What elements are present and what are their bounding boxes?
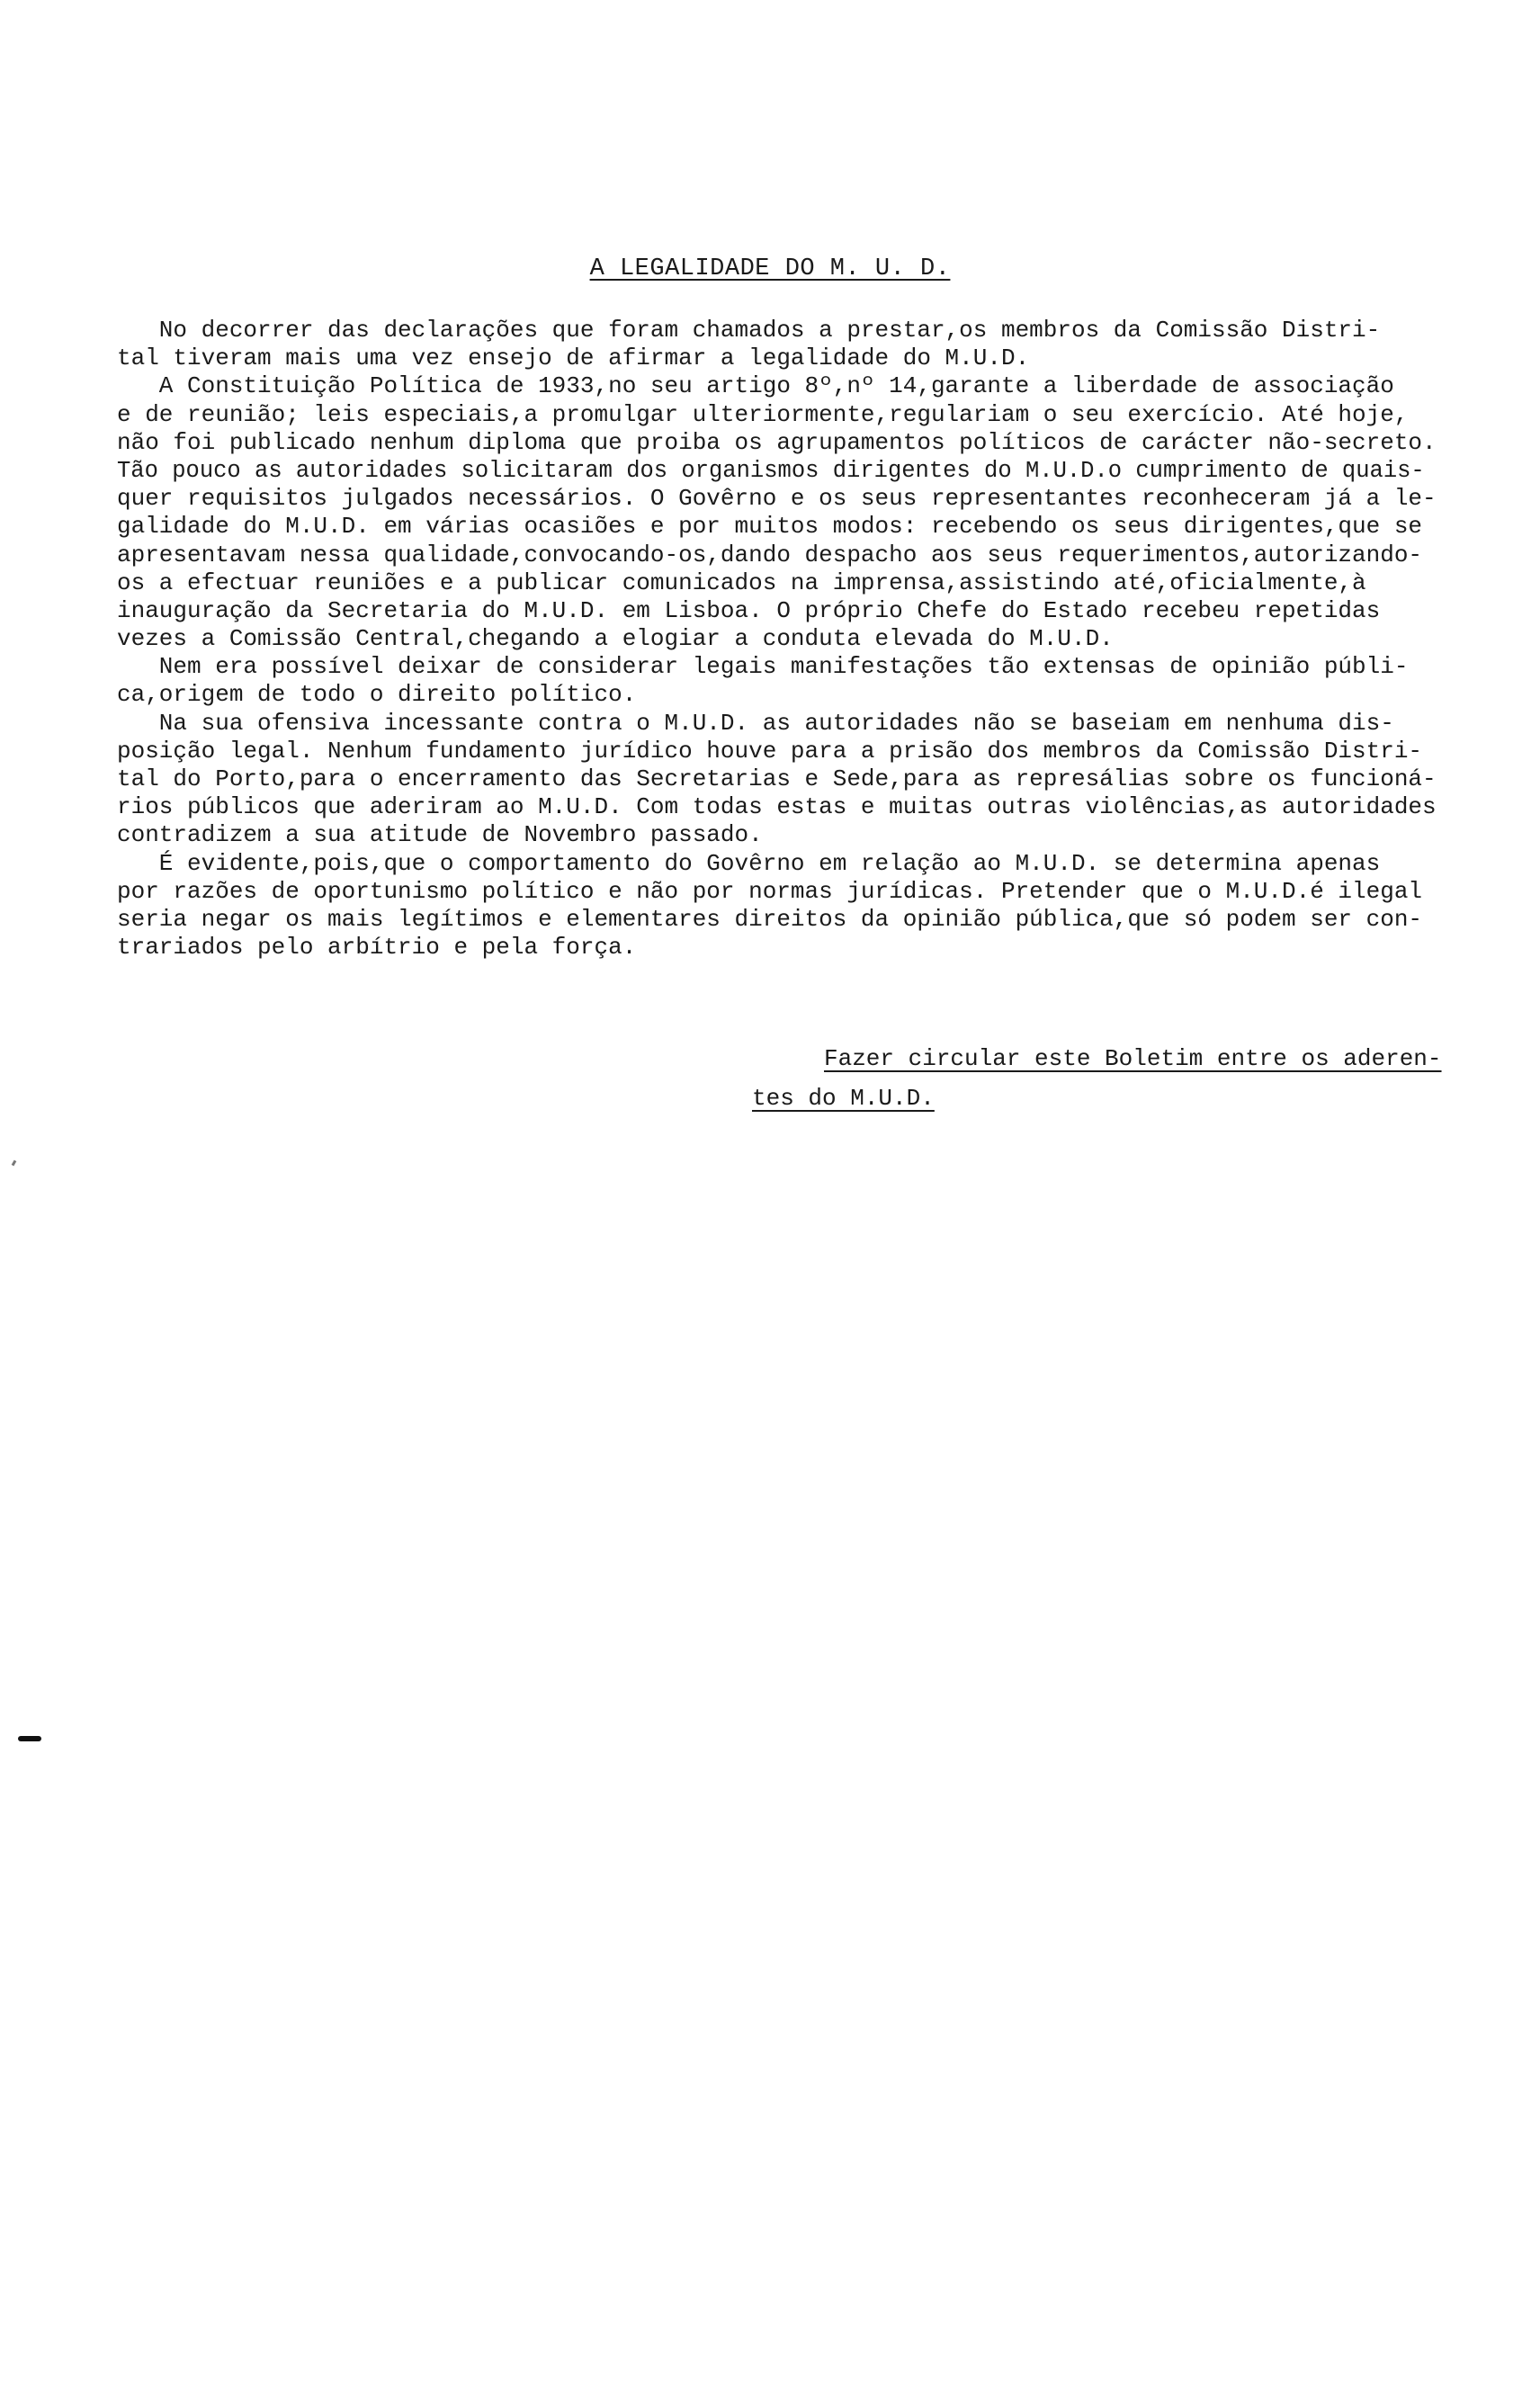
body-line: e de reunião; leis especiais,a promulgar ulteriormente,regulariam o seu exercício. Até hoje,: [117, 400, 1409, 428]
body-line: os a efectuar reuniões e a publicar comunicados na imprensa,assistindo até,oficialmente,à: [117, 568, 1366, 596]
body-line: apresentavam nessa qualidade,convocando-os,dando despacho aos seus requerimentos,autorizando-: [117, 541, 1423, 568]
title-text: A LEGALIDADE DO M. U. D.: [589, 255, 951, 282]
closing-line-1: Fazer circular este Boletim entre os aderen-: [824, 1045, 1442, 1072]
body-line: seria negar os mais legítimos e elementares direitos da opinião pública,que só podem ser con-: [117, 905, 1423, 933]
body-line: galidade do M.U.D. em várias ocasiões e por muitos modos: recebendo os seus dirigentes,que se: [117, 513, 1423, 541]
body-line: ca,origem de todo o direito político.: [117, 681, 637, 709]
margin-mark: [18, 1736, 41, 1741]
body-line: tal tiveram mais uma vez ensejo de afirmar a legalidade do M.U.D.: [117, 344, 1030, 372]
body-line: vezes a Comissão Central,chegando a elogiar a conduta elevada do M.U.D.: [117, 625, 1114, 653]
body-line: No decorrer das declarações que foram chamados a prestar,os membros da Comissão Distri-: [117, 317, 1381, 344]
closing-line-2: tes do M.U.D.: [752, 1085, 935, 1112]
body-line: contradizem a sua atitude de Novembro passado.: [117, 821, 763, 849]
document-body: [117, 317, 1439, 962]
body-line: não foi publicado nenhum diploma que proiba os agrupamentos políticos de carácter não-secreto.: [117, 428, 1437, 456]
body-line: A Constituição Política de 1933,no seu artigo 8º,nº 14,garante a liberdade de associação: [117, 372, 1394, 400]
body-line: rios públicos que aderiram ao M.U.D. Com todas estas e muitas outras violências,as autoridades: [117, 793, 1437, 821]
body-line: quer requisitos julgados necessários. O Govêrno e os seus representantes reconheceram já a le-: [117, 485, 1437, 513]
body-line: Nem era possível deixar de considerar legais manifestações tão extensas de opinião públi-: [117, 653, 1409, 681]
body-line: Na sua ofensiva incessante contra o M.U.D. as autoridades não se baseiam em nenhuma dis-: [117, 709, 1394, 737]
body-line: trariados pelo arbítrio e pela força.: [117, 934, 637, 962]
body-line: inauguração da Secretaria do M.U.D. em Lisboa. O próprio Chefe do Estado recebeu repetidas: [117, 596, 1381, 624]
scan-speck: [12, 1160, 17, 1167]
body-line: por razões de oportunismo político e não por normas jurídicas. Pretender que o M.U.D.é ilegal: [117, 877, 1423, 905]
body-line: Tão pouco as autoridades solicitaram dos organismos dirigentes do M.U.D.o cumprimento de quais-: [117, 457, 1425, 484]
body-line: tal do Porto,para o encerramento das Secretarias e Sede,para as represálias sobre os funcioná-: [117, 765, 1437, 792]
document-title: [0, 255, 1540, 282]
body-line: posição legal. Nenhum fundamento jurídico houve para a prisão dos membros da Comissão Distri-: [117, 737, 1423, 765]
body-line: É evidente,pois,que o comportamento do Govêrno em relação ao M.U.D. se determina apenas: [117, 849, 1381, 877]
